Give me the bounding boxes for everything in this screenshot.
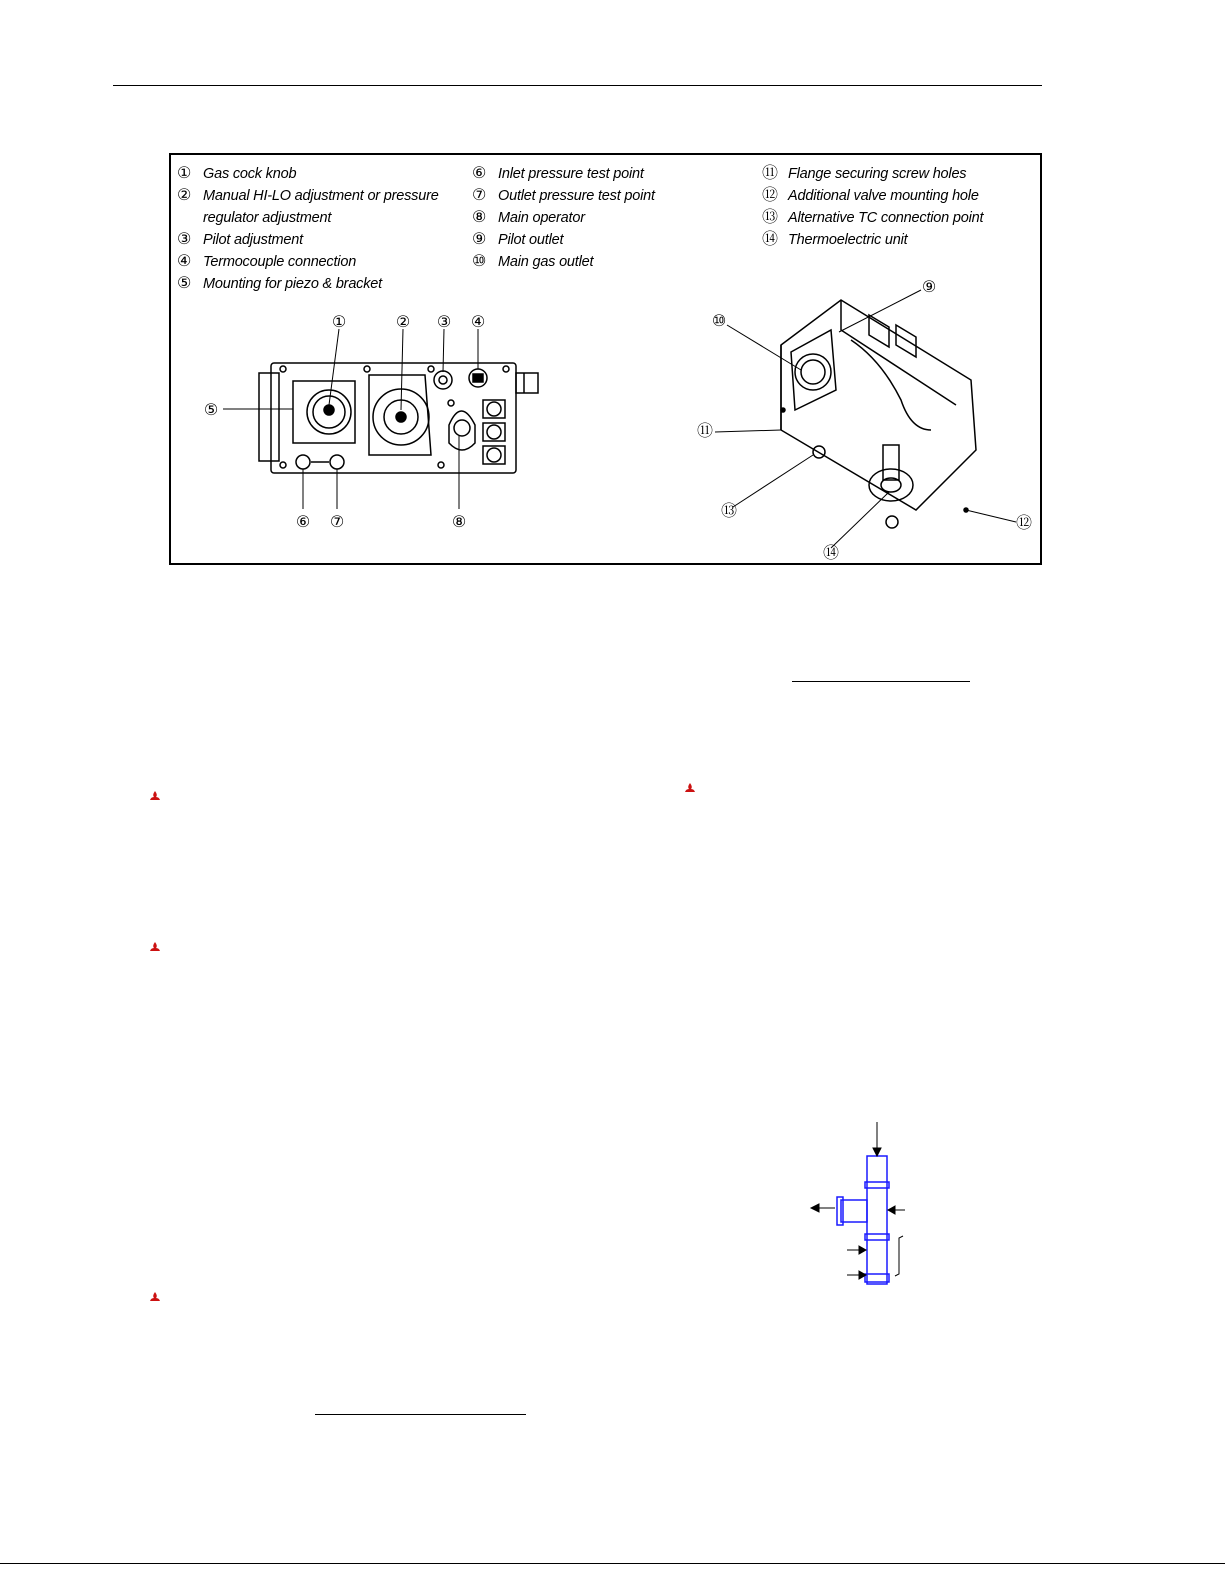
legend-item xyxy=(177,163,453,185)
footer-rule xyxy=(0,1563,1225,1564)
flame-bullet-icon xyxy=(148,1291,162,1303)
legend-text: Inlet pressure test point xyxy=(498,166,644,182)
legend-item xyxy=(762,229,1038,251)
flame-bullet-icon xyxy=(148,790,162,802)
legend-number: ⑩ xyxy=(472,253,487,270)
legend-text: Flange securing screw holes xyxy=(788,166,967,182)
flame-bullet-icon xyxy=(683,782,697,794)
legend-item xyxy=(762,185,1038,207)
gas-valve-front-view xyxy=(191,305,561,545)
legend-item xyxy=(177,251,453,273)
legend-item xyxy=(762,163,1038,185)
callout-8: ⑧ xyxy=(451,512,467,531)
legend-number: ⑨ xyxy=(472,231,487,248)
callout-9: ⑨ xyxy=(921,277,937,296)
callout-3: ③ xyxy=(436,312,452,331)
callout-6: ⑥ xyxy=(295,512,311,531)
legend-number: ⑥ xyxy=(472,165,487,182)
legend-column-1 xyxy=(177,163,453,295)
legend-text: Gas cock knob xyxy=(203,166,297,182)
underline-upper xyxy=(792,681,970,682)
legend-column-2 xyxy=(472,163,748,273)
pipe-tee-diagram xyxy=(805,1118,915,1290)
legend-text: Mounting for piezo & bracket xyxy=(203,276,382,292)
legend-number: ④ xyxy=(177,253,192,270)
legend-number: ⑪ xyxy=(762,165,778,182)
legend-number: ③ xyxy=(177,231,192,248)
legend-number: ⑫ xyxy=(762,187,778,204)
legend-item xyxy=(472,207,748,229)
legend-text: Manual HI-LO adjustment or pressure regulator adjustment xyxy=(203,188,439,226)
legend-number: ⑭ xyxy=(762,231,778,248)
legend-number: ⑧ xyxy=(472,209,487,226)
callout-4: ④ xyxy=(470,312,486,331)
legend-text: Additional valve mounting hole xyxy=(788,188,979,204)
callout-5: ⑤ xyxy=(203,400,219,419)
legend-item xyxy=(472,163,748,185)
legend-column-3 xyxy=(762,163,1038,251)
callout-11: ⑪ xyxy=(696,421,714,440)
legend-number: ⑦ xyxy=(472,187,487,204)
callout-7: ⑦ xyxy=(329,512,345,531)
legend-text: Pilot outlet xyxy=(498,232,564,248)
callout-1: ① xyxy=(331,312,347,331)
legend-item xyxy=(177,185,453,229)
header-rule xyxy=(113,85,1042,86)
flame-bullet-icon xyxy=(148,941,162,953)
figure-frame xyxy=(169,153,1042,565)
callout-2: ② xyxy=(395,312,411,331)
legend-text: Pilot adjustment xyxy=(203,232,303,248)
legend-text: Alternative TC connection point xyxy=(788,210,984,226)
legend-number: ② xyxy=(177,187,192,204)
callout-14: ⑭ xyxy=(822,543,840,562)
callout-12: ⑫ xyxy=(1015,513,1033,532)
legend-item xyxy=(177,229,453,251)
legend-text: Main operator xyxy=(498,210,585,226)
callout-13: ⑬ xyxy=(720,501,738,520)
legend-text: Main gas outlet xyxy=(498,254,594,270)
legend-item xyxy=(177,273,453,295)
legend-text: Termocouple connection xyxy=(203,254,357,270)
legend-item xyxy=(762,207,1038,229)
legend-number: ⑬ xyxy=(762,209,778,226)
gas-valve-isometric-view xyxy=(691,270,1041,565)
legend-text: Outlet pressure test point xyxy=(498,188,655,204)
legend-number: ① xyxy=(177,165,192,182)
legend-number: ⑤ xyxy=(177,275,192,292)
legend-item xyxy=(472,185,748,207)
legend-text: Thermoelectric unit xyxy=(788,232,908,248)
underline-lower xyxy=(315,1414,526,1415)
legend-item xyxy=(472,229,748,251)
callout-10: ⑩ xyxy=(711,311,727,330)
